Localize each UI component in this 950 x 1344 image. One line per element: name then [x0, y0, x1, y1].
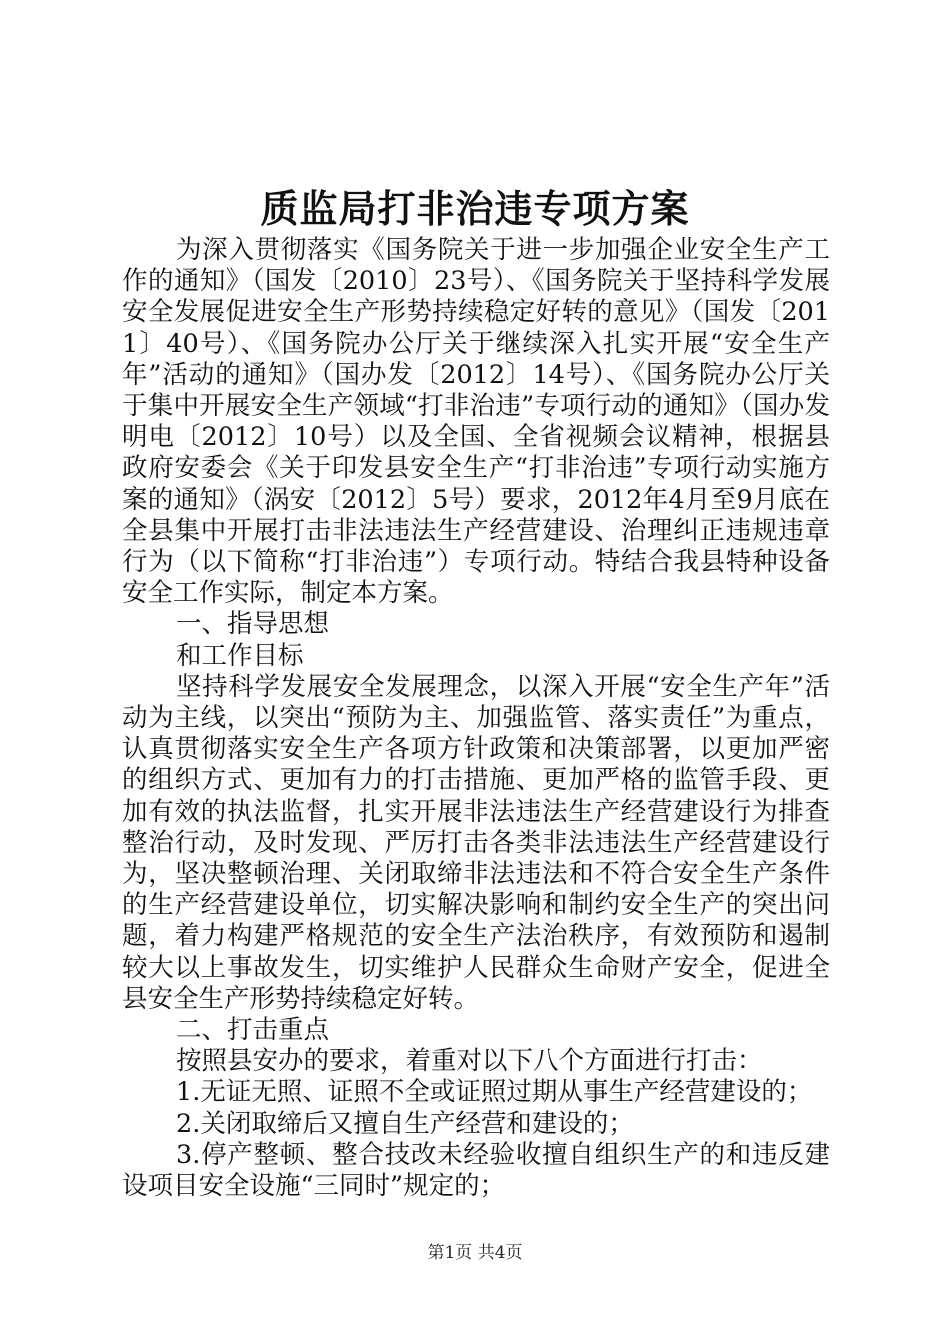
key-targets-intro: 按照县安办的要求，着重对以下八个方面进行打击：: [176, 1046, 763, 1077]
list-item: 1.无证无照、证照不全或证照过期从事生产经营建设的；: [176, 1077, 813, 1108]
list-item: 2.关闭取缔后又擅自生产经营和建设的；: [176, 1108, 634, 1139]
document-title: 质监局打非治违专项方案: [260, 186, 690, 231]
document-body: [122, 235, 830, 1202]
page-number: 第1页 共4页: [427, 1243, 523, 1263]
section-heading-key-targets: 二、打击重点: [176, 1015, 330, 1046]
list-item: 3.停产整顿、整合技改未经验收擅自组织生产的和违反建设项目安全设施“三同时”规定的；: [122, 1139, 830, 1202]
intro-paragraph: 为深入贯彻落实《国务院关于进一步加强企业安全生产工作的通知》（国发〔2010〕23号）、《国务院关于坚持科学发展安全发展促进安全生产形势持续稳定好转的意见》（国发〔2011〕40号）、《国务院办公厅关于继续深入扎实开展“安全生产年”活动的通知》（国办发〔2012〕14号）、《国务院办公厅关于集中开展安全生产领域“打非治违”专项行动的通知》（国办发明电〔2012〕10号）以及全国、全省视频会议精神，根据县政府安委会《关于印发县安全生产“打非治违”专项行动实施方案的通知》（涡安〔2012〕5号）要求，2012年4月至9月底在全县集中开展打击非法违法生产经营建设、治理纠正违规违章行为（以下简称“打非治违”）专项行动。特结合我县特种设备安全工作实际，制定本方案。: [122, 235, 830, 609]
section-heading-work-goal: 和工作目标: [176, 640, 304, 671]
guiding-thought-paragraph: 坚持科学发展安全发展理念，以深入开展“安全生产年”活动为主线，以突出“预防为主、加强监管、落实责任”为重点，认真贯彻落实安全生产各项方针政策和决策部署，以更加严密的组织方式、更加有力的打击措施、更加严格的监管手段、更加有效的执法监督，扎实开展非法违法生产经营建设行为排查整治行动，及时发现、严厉打击各类非法违法生产经营建设行为，坚决整顿治理、关闭取缔非法违法和不符合安全生产条件的生产经营建设单位，切实解决影响和制约安全生产的突出问题，着力构建严格规范的安全生产法治秩序，有效预防和遏制较大以上事故发生，切实维护人民群众生命财产安全，促进全县安全生产形势持续稳定好转。: [122, 671, 830, 1014]
section-heading-guiding-thought: 一、指导思想: [176, 609, 330, 640]
